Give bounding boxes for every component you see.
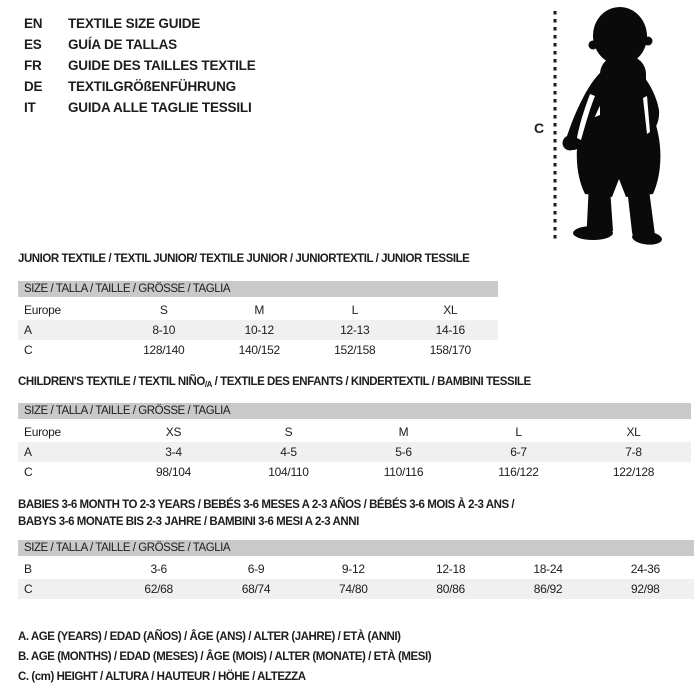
language-row-it <box>24 97 256 118</box>
value-cell: 86/92 <box>533 582 563 596</box>
babies-heading-line1: BABIES 3-6 MONTH TO 2-3 YEARS / BEBÉS 3-6 MESES A 2-3 AÑOS / BÉBÉS 3-6 MOIS À 2-3 ANS / <box>18 499 515 511</box>
children-heading-subscript: /A <box>204 380 212 389</box>
value-cell: 92/98 <box>631 582 660 596</box>
size-cell: M <box>398 425 409 439</box>
row-label: C <box>24 343 33 357</box>
table-row-height <box>18 462 691 482</box>
toddler-silhouette-figure <box>543 4 695 247</box>
table-row-age-years <box>18 442 691 462</box>
value-cell: 104/110 <box>268 465 309 479</box>
size-cell: M <box>254 303 265 317</box>
value-cell: 14-16 <box>435 323 465 337</box>
size-cell: L <box>351 303 358 317</box>
value-cell: 5-6 <box>395 445 412 459</box>
table-row-europe <box>18 422 691 442</box>
legend-line-b: B. AGE (MONTHS) / EDAD (MESES) / ÂGE (MOIS) / ALTER (MONATE) / ETÀ (MESI) <box>18 651 432 663</box>
value-cell: 6-9 <box>247 562 265 576</box>
language-row-en <box>24 13 256 34</box>
language-row-fr <box>24 55 256 76</box>
language-title: GUIDE DES TAILLES TEXTILE <box>68 58 256 73</box>
language-title: TEXTILE SIZE GUIDE <box>68 16 201 31</box>
row-label: A <box>24 323 32 337</box>
value-cell: 116/122 <box>498 465 539 479</box>
language-title: TEXTILGRÖßENFÜHRUNG <box>68 79 236 94</box>
size-cell: S <box>284 425 293 439</box>
value-cell: 110/116 <box>383 465 424 479</box>
row-label: A <box>24 445 32 459</box>
height-measure-label: C <box>534 120 545 136</box>
size-cell: XL <box>443 303 458 317</box>
table-row-height <box>18 340 498 360</box>
row-label: Europe <box>24 425 61 439</box>
value-cell: 6-7 <box>510 445 527 459</box>
children-heading-pre: CHILDREN'S TEXTILE / TEXTIL NIÑO <box>18 376 205 388</box>
size-cell: S <box>159 303 168 317</box>
value-cell: 8-10 <box>152 323 176 337</box>
junior-size-table <box>18 281 498 360</box>
value-cell: 80/86 <box>436 582 465 596</box>
size-header-band: SIZE / TALLA / TAILLE / GRÖSSE / TAGLIA <box>18 540 694 556</box>
value-cell: 62/68 <box>144 582 173 596</box>
value-cell: 158/170 <box>429 343 471 357</box>
size-cell: XS <box>165 425 182 439</box>
value-cell: 140/152 <box>238 343 280 357</box>
table-row-age-months <box>18 559 694 579</box>
size-cell: XL <box>626 425 641 439</box>
value-cell: 12-13 <box>340 323 370 337</box>
value-cell: 4-5 <box>280 445 297 459</box>
junior-section-heading: JUNIOR TEXTILE / TEXTIL JUNIOR/ TEXTILE JUNIOR / JUNIORTEXTIL / JUNIOR TESSILE <box>18 253 470 265</box>
language-row-de <box>24 76 256 97</box>
table-row-europe <box>18 300 498 320</box>
value-cell: 18-24 <box>533 562 563 576</box>
value-cell: 24-36 <box>630 562 660 576</box>
children-section-heading <box>18 374 531 393</box>
children-size-table <box>18 403 691 482</box>
value-cell: 12-18 <box>436 562 466 576</box>
language-row-es <box>24 34 256 55</box>
language-title: GUÍA DE TALLAS <box>68 37 177 52</box>
row-label: Europe <box>24 303 61 317</box>
table-row-age-years <box>18 320 498 340</box>
language-list <box>24 13 256 118</box>
value-cell: 9-12 <box>341 562 365 576</box>
toddler-silhouette <box>563 5 663 246</box>
language-code: EN <box>24 16 43 31</box>
language-code: IT <box>24 100 36 115</box>
babies-size-table <box>18 540 694 599</box>
measure-legend <box>18 627 431 687</box>
legend-line-a: A. AGE (YEARS) / EDAD (AÑOS) / ÂGE (ANS) / ALTER (JAHRE) / ETÀ (ANNI) <box>18 631 401 643</box>
value-cell: 122/128 <box>612 465 655 479</box>
value-cell: 152/158 <box>334 343 376 357</box>
language-code: FR <box>24 58 42 73</box>
value-cell: 3-4 <box>165 445 182 459</box>
value-cell: 7-8 <box>625 445 642 459</box>
value-cell: 10-12 <box>244 323 274 337</box>
size-cell: L <box>515 425 522 439</box>
language-code: ES <box>24 37 42 52</box>
row-label: B <box>24 562 32 576</box>
language-title: GUIDA ALLE TAGLIE TESSILI <box>68 100 252 115</box>
value-cell: 68/74 <box>241 582 271 596</box>
size-header-band: SIZE / TALLA / TAILLE / GRÖSSE / TAGLIA <box>18 403 691 419</box>
babies-section-heading <box>18 497 514 531</box>
language-code: DE <box>24 79 43 94</box>
babies-heading-line2: BABYS 3-6 MONATE BIS 2-3 JAHRE / BAMBINI 3-6 MESI A 2-3 ANNI <box>18 516 359 528</box>
value-cell: 128/140 <box>143 343 185 357</box>
value-cell: 98/104 <box>156 465 191 479</box>
size-header-band: SIZE / TALLA / TAILLE / GRÖSSE / TAGLIA <box>18 281 498 297</box>
children-heading-post: / TEXTILE DES ENFANTS / KINDERTEXTIL / BAMBINI TESSILE <box>211 376 531 388</box>
value-cell: 3-6 <box>150 562 167 576</box>
row-label: C <box>24 582 33 596</box>
row-label: C <box>24 465 33 479</box>
value-cell: 74/80 <box>339 582 368 596</box>
legend-line-c: C. (cm) HEIGHT / ALTURA / HAUTEUR / HÖHE / ALTEZZA <box>18 671 306 683</box>
table-row-height <box>18 579 694 599</box>
